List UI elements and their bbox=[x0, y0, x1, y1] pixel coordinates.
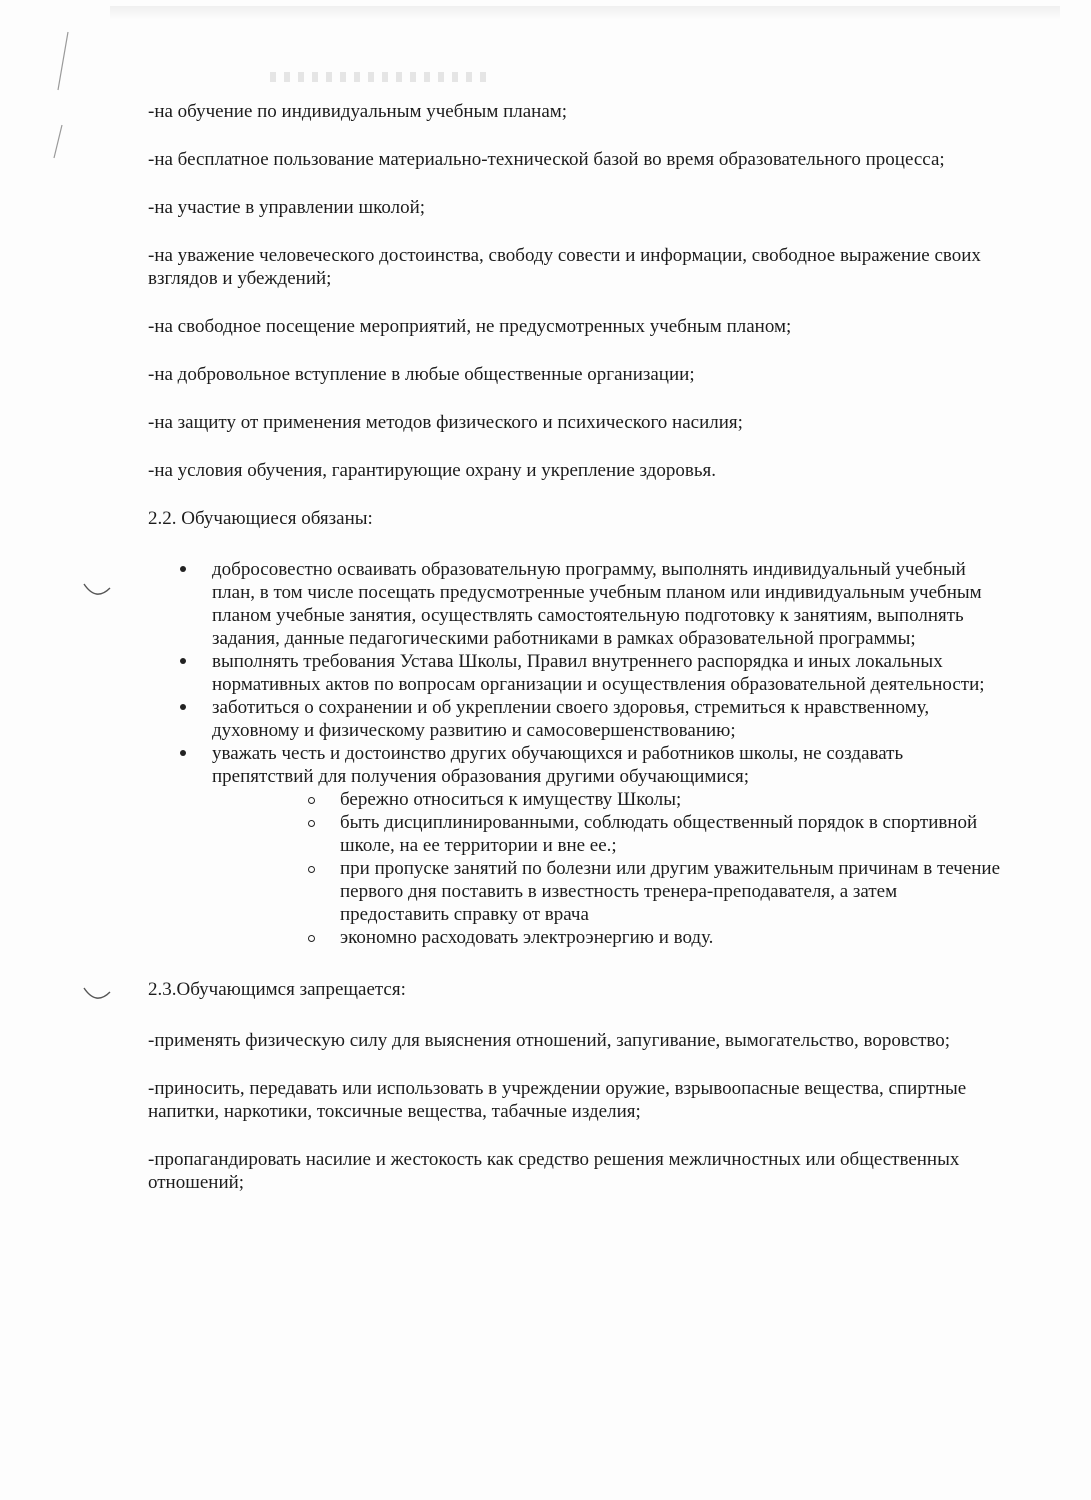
obligation-subitem bbox=[212, 926, 1008, 949]
obligation-subitem bbox=[212, 788, 1008, 811]
obligation-subitem bbox=[212, 857, 1008, 926]
obligation-text: заботиться о сохранении и об укреплении своего здоровья, стремиться к нравственному, духовному и физическому развитию и самосовершенствованию; bbox=[212, 697, 930, 741]
prohibition-item: -применять физическую силу для выяснения отношений, запугивание, вымогательство, воровство; bbox=[148, 1030, 951, 1051]
punch-hole-mark bbox=[82, 580, 112, 602]
obligation-subitem bbox=[212, 811, 1008, 857]
obligation-text: выполнять требования Устава Школы, Правил внутреннего распорядка и иных локальных нормативных актов по вопросам организации и осуществления образовательной деятельности; bbox=[212, 651, 985, 695]
bullet-icon bbox=[180, 750, 186, 756]
circle-bullet-icon bbox=[308, 797, 315, 804]
rights-item: -на уважение человеческого достоинства, свободу совести и информации, свободное выражение своих взглядов и убеждений; bbox=[148, 245, 981, 289]
obligation-subitem-text: бережно относиться к имуществу Школы; bbox=[340, 789, 682, 810]
rights-item: -на защиту от применения методов физического и психического насилия; bbox=[148, 412, 743, 433]
scan-artifact bbox=[270, 72, 490, 82]
margin-pencil-mark bbox=[28, 30, 88, 160]
circle-bullet-icon bbox=[308, 866, 315, 873]
obligation-subitem-text: при пропуске занятий по болезни или другим уважительным причинам в течение первого дня поставить в известность тренера-преподавателя, а затем предоставить справку от врача bbox=[340, 858, 1001, 925]
prohibition-item: -приносить, передавать или использовать в учреждении оружие, взрывоопасные вещества, спиртные напитки, наркотики, токсичные вещества, табачные изделия; bbox=[148, 1078, 967, 1122]
rights-item: -на обучение по индивидуальным учебным планам; bbox=[148, 101, 568, 122]
scan-shadow bbox=[110, 6, 1060, 20]
rights-item: -на бесплатное пользование материально-технической базой во время образовательного процесса; bbox=[148, 149, 945, 170]
section-heading-prohibitions: 2.3.Обучающимся запрещается: bbox=[148, 979, 406, 1000]
section-heading-obligations: 2.2. Обучающиеся обязаны: bbox=[148, 508, 373, 529]
prohibition-item: -пропагандировать насилие и жестокость как средство решения межличностных или общественных отношений; bbox=[148, 1149, 960, 1193]
obligation-text: уважать честь и достоинство других обучающихся и работников школы, не создавать препятствий для получения образования другими обучающимися; bbox=[212, 743, 904, 787]
obligation-item bbox=[148, 558, 1008, 650]
rights-item: -на условия обучения, гарантирующие охрану и укрепление здоровья. bbox=[148, 460, 716, 481]
obligation-text: добросовестно осваивать образовательную программу, выполнять индивидуальный учебный план, в том числе посещать предусмотренные учебным планом или индивидуальным учебным планом учебные занятия, осуществлять самостоятельную подготовку к занятиям, выполнять задания, данные педагогическими работниками в рамках образовательной программы; bbox=[212, 559, 982, 649]
obligation-item bbox=[148, 742, 1008, 949]
obligation-subitem-text: экономно расходовать электроэнергию и воду. bbox=[340, 927, 714, 948]
obligation-item bbox=[148, 650, 1008, 696]
rights-item: -на участие в управлении школой; bbox=[148, 197, 426, 218]
obligation-subitem-text: быть дисциплинированными, соблюдать общественный порядок в спортивной школе, на ее территории и вне ее.; bbox=[340, 812, 978, 856]
bullet-icon bbox=[180, 566, 186, 572]
circle-bullet-icon bbox=[308, 935, 315, 942]
document-body bbox=[148, 100, 1008, 1219]
obligation-item bbox=[148, 696, 1008, 742]
rights-item: -на добровольное вступление в любые общественные организации; bbox=[148, 364, 695, 385]
circle-bullet-icon bbox=[308, 820, 315, 827]
rights-item: -на свободное посещение мероприятий, не предусмотренных учебным планом; bbox=[148, 316, 792, 337]
bullet-icon bbox=[180, 704, 186, 710]
obligations-list bbox=[148, 558, 1008, 949]
punch-hole-mark bbox=[82, 984, 112, 1006]
bullet-icon bbox=[180, 658, 186, 664]
obligation-sublist bbox=[212, 788, 1008, 949]
